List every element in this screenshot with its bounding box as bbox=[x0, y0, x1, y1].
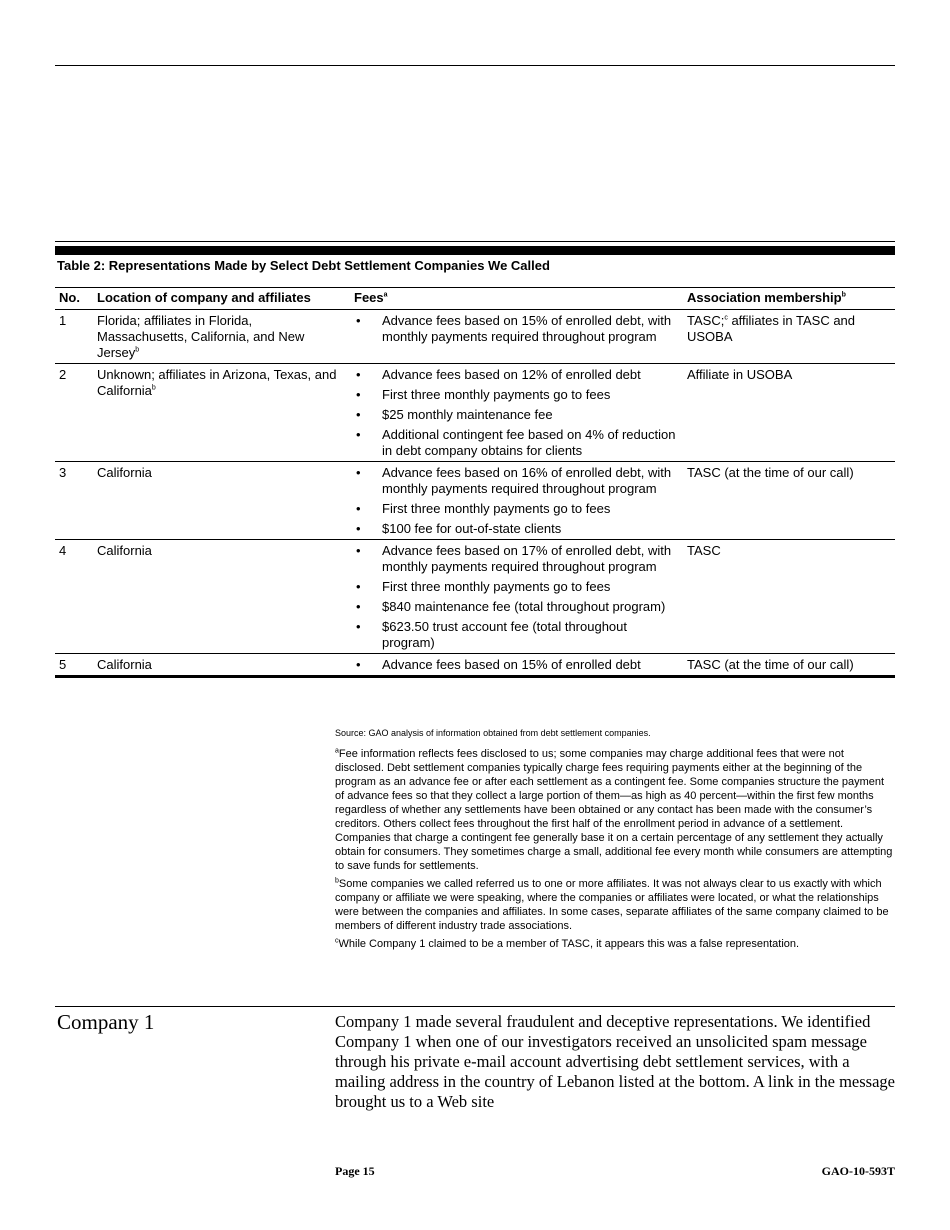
cell-membership: TASC bbox=[683, 540, 895, 654]
table-row bbox=[55, 540, 895, 654]
fee-item: • Additional contingent fee based on 4% of reduction in debt company obtains for clients bbox=[354, 427, 679, 459]
table-top-thick-rule bbox=[55, 246, 895, 255]
table-row bbox=[55, 462, 895, 540]
cell-membership: TASC;$^c$ affiliates in TASC and USOBA bbox=[683, 310, 895, 364]
cell-location: California bbox=[93, 462, 350, 540]
section-body: Company 1 made several fraudulent and deceptive representations. We identified Company 1 when one of our investigators received an unsolicited spam message through his private e-mail account advertising debt settlement services, with a mailing address in the country of Lebanon listed at the bottom. A link in the message brought us to a Web site bbox=[335, 1012, 895, 1111]
cell-no: 3 bbox=[55, 462, 93, 540]
fees-table bbox=[55, 287, 895, 678]
fee-item: • First three monthly payments go to fees bbox=[354, 501, 679, 517]
header-rule bbox=[55, 65, 895, 66]
cell-fees bbox=[350, 540, 683, 654]
footnote-a: $^a$Fee information reflects fees disclosed to us; some companies may charge additional fees that were not disclosed. Debt settlement companies typically charge fees requiring payments either at the beginning of the program as an advance fee or after each settlement as a contingent fee. Some companies structure the payment of advance fees so that they collect a large portion of them—as high as 40 percent—within the first few months regardless of whether any settlements have been obtained or any contact has been made with the consumer’s creditors. Others collect fees throughout the first half of the enrollment period in advance of a settlement. Companies that charge a contingent fee generally base it on a certain percentage of any settlement they actually obtain for consumers. They sometimes charge a small, additional fee every month while consumers are attempting to save funds for settlements. bbox=[335, 747, 893, 872]
fee-item: • First three monthly payments go to fees bbox=[354, 579, 679, 595]
cell-membership: TASC (at the time of our call) bbox=[683, 462, 895, 540]
cell-fees bbox=[350, 310, 683, 364]
header-membership: Association membership$^b$ bbox=[683, 288, 895, 310]
source-note: Source: GAO analysis of information obtained from debt settlement companies. bbox=[335, 728, 651, 738]
cell-membership: Affiliate in USOBA bbox=[683, 364, 895, 462]
fee-item: • $623.50 trust account fee (total throughout program) bbox=[354, 619, 679, 651]
table-notes bbox=[335, 726, 895, 955]
cell-location: California bbox=[93, 654, 350, 677]
table-header-row bbox=[55, 288, 895, 310]
cell-fees bbox=[350, 654, 683, 677]
fee-item: • Advance fees based on 16% of enrolled debt, with monthly payments required throughout program bbox=[354, 465, 679, 497]
cell-no: 1 bbox=[55, 310, 93, 364]
cell-no: 5 bbox=[55, 654, 93, 677]
section-rule bbox=[55, 1006, 895, 1007]
footnote-b: $^b$Some companies we called referred us to one or more affiliates. It was not always clear to us exactly with which company or affiliate we were speaking, where the companies or affiliates were located, or what the relationships were between the companies and affiliates. In some cases, separate affiliates of the same company claimed to be members of different industry trade associations. bbox=[335, 877, 889, 932]
page-number: Page 15 bbox=[335, 1164, 375, 1178]
fee-item: • $840 maintenance fee (total throughout program) bbox=[354, 599, 679, 615]
cell-membership: TASC (at the time of our call) bbox=[683, 654, 895, 677]
fee-item: • Advance fees based on 12% of enrolled debt bbox=[354, 367, 679, 383]
header-no: No. bbox=[55, 288, 93, 310]
cell-no: 2 bbox=[55, 364, 93, 462]
table-row bbox=[55, 364, 895, 462]
table-row bbox=[55, 654, 895, 677]
table-row bbox=[55, 310, 895, 364]
cell-no: 4 bbox=[55, 540, 93, 654]
footnote-c: $^c$While Company 1 claimed to be a member of TASC, it appears this was a false representation. bbox=[335, 937, 800, 950]
table-top-thin-rule bbox=[55, 241, 895, 242]
cell-fees bbox=[350, 364, 683, 462]
cell-location: Unknown; affiliates in Arizona, Texas, and California$^b$ bbox=[93, 364, 350, 462]
header-location: Location of company and affiliates bbox=[93, 288, 350, 310]
fee-item: • Advance fees based on 17% of enrolled debt, with monthly payments required throughout program bbox=[354, 543, 679, 575]
cell-location: Florida; affiliates in Florida, Massachusetts, California, and New Jersey$^b$ bbox=[93, 310, 350, 364]
header-fees: Fees$^a$ bbox=[350, 288, 683, 310]
table-title: Table 2: Representations Made by Select Debt Settlement Companies We Called bbox=[57, 258, 550, 273]
fee-item: • First three monthly payments go to fees bbox=[354, 387, 679, 403]
fee-item: • Advance fees based on 15% of enrolled debt, with monthly payments required throughout program bbox=[354, 313, 679, 345]
fee-item: • Advance fees based on 15% of enrolled debt bbox=[354, 657, 679, 673]
fee-item: • $25 monthly maintenance fee bbox=[354, 407, 679, 423]
section-title: Company 1 bbox=[57, 1010, 155, 1034]
document-id: GAO-10-593T bbox=[821, 1164, 895, 1178]
cell-location: California bbox=[93, 540, 350, 654]
cell-fees bbox=[350, 462, 683, 540]
fee-item: • $100 fee for out-of-state clients bbox=[354, 521, 679, 537]
